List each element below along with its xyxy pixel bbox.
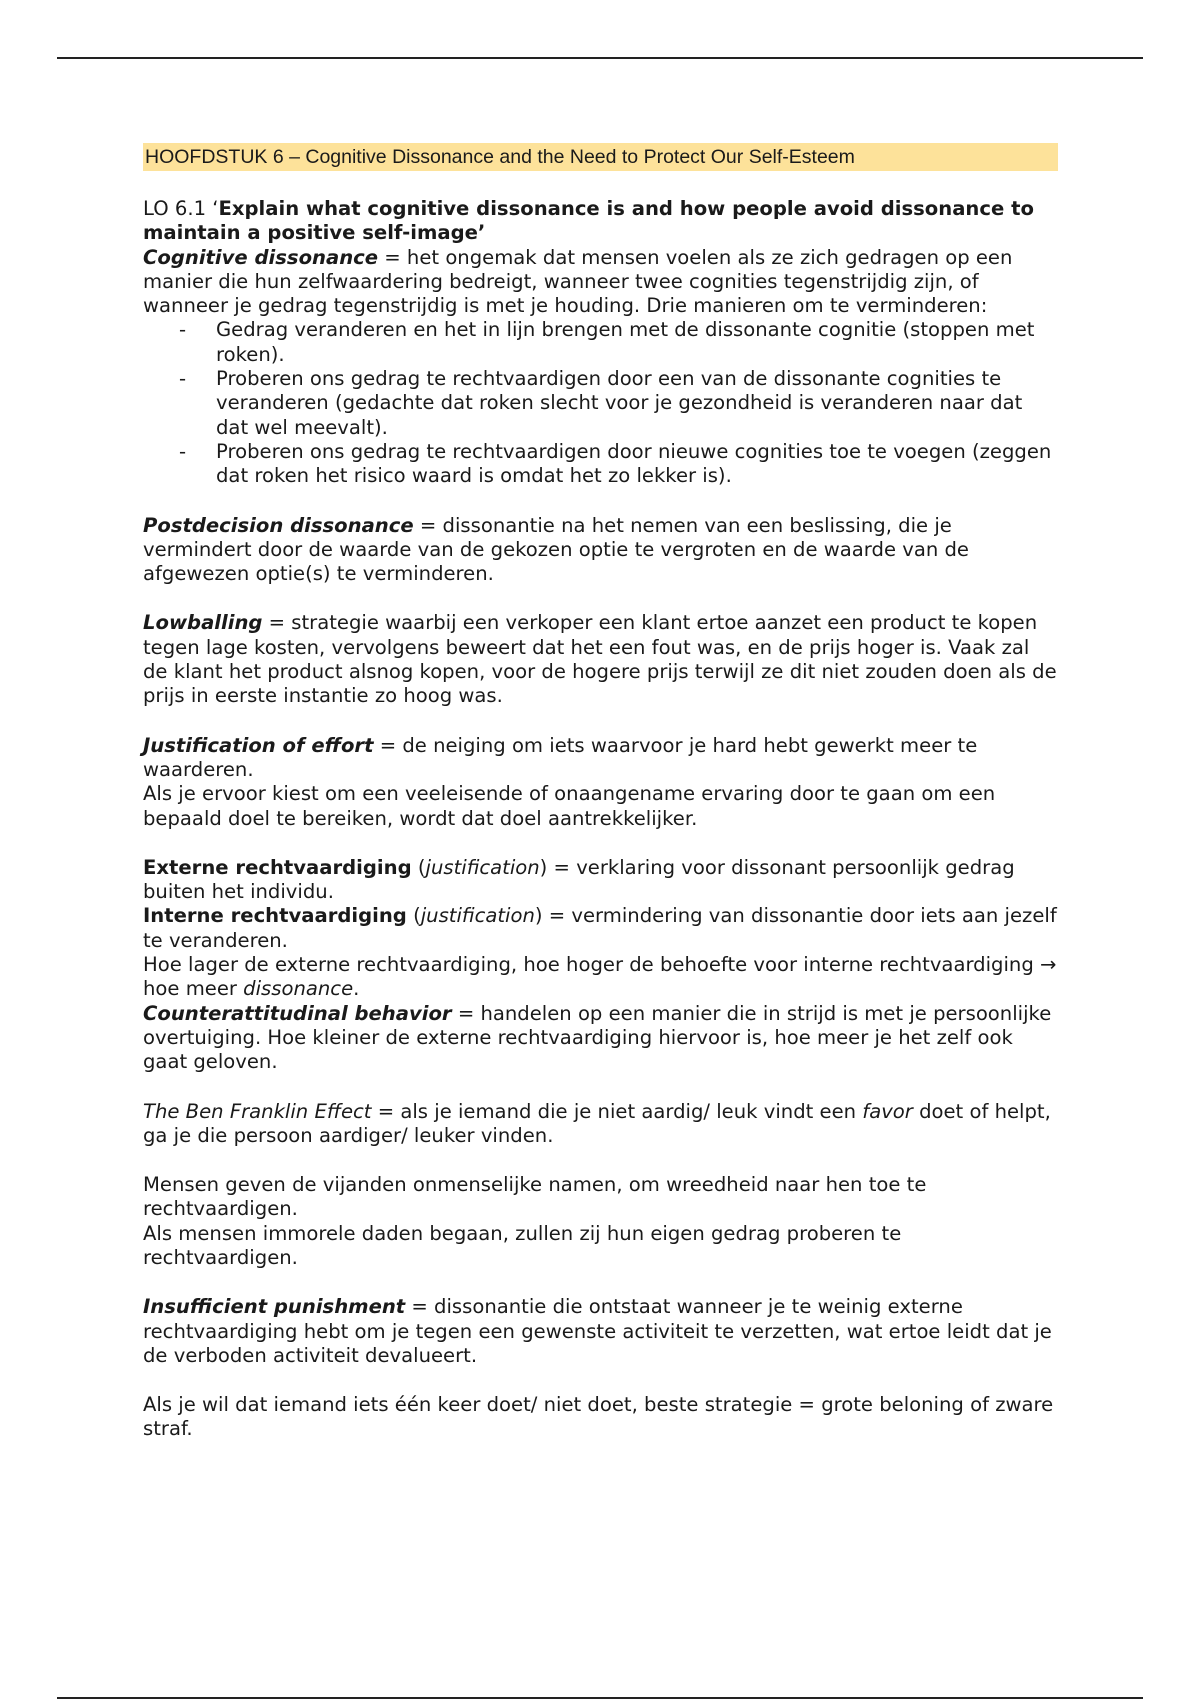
- term-externe: Externe rechtvaardiging: [143, 855, 412, 879]
- term-ben-franklin: The Ben Franklin Effect: [143, 1099, 372, 1123]
- footer-rule: [57, 1697, 1143, 1699]
- counterattitudinal-definition: Counterattitudinal behavior = handelen op een manier die in strijd is met je persoonlijke overtuiging. Hoe kleiner de externe rechtvaardiging hiervoor is, hoe meer je het zelf ook gaat geloven.: [143, 1001, 1052, 1074]
- document-body: [143, 143, 1058, 1442]
- ben-franklin-definition: The Ben Franklin Effect = als je iemand die je niet aardig/ leuk vindt een favor doet of helpt, ga je die persoon aardiger/ leuker vinden.: [143, 1099, 1051, 1147]
- cognitive-dissonance-definition: Cognitive dissonance = het ongemak dat mensen voelen als ze zich gedragen op een manier die hun zelfwaardering bedreigt, wanneer twee cognities tegenstrijdig zijn, of wanneer je gedrag tegenstrijdig is met je houding. Drie manieren om te verminderen:: [143, 245, 1013, 318]
- learning-objective: [143, 197, 1058, 246]
- lo-title: Explain what cognitive dissonance is and how people avoid dissonance to maintain a positive self-image’: [143, 197, 1034, 245]
- arrow-right-icon: →: [1040, 953, 1057, 977]
- list-item: - Proberen ons gedrag te rechtvaardigen door een van de dissonante cognities te veranderen (gedachte dat roken slecht voor je gezondheid is veranderen naar dat dat wel meevalt).: [143, 367, 1058, 440]
- lager-rechtvaardiging: Hoe lager de externe rechtvaardiging, hoe hoger de behoefte voor interne rechtvaardiging → hoe meer dissonance.: [143, 953, 1057, 1001]
- insufficient-punishment-definition: Insufficient punishment = dissonantie die ontstaat wanneer je te weinig externe rechtvaardiging hebt om je tegen een gewenste activiteit te verzetten, wat ertoe leidt dat je de verboden activiteit devalueert.: [143, 1295, 1052, 1367]
- vijanden-paragraph: Mensen geven de vijanden onmenselijke namen, om wreedheid naar hen toe te rechtvaardigen.: [143, 1173, 927, 1221]
- term-cognitive-dissonance: Cognitive dissonance: [143, 245, 379, 269]
- list-item: - Proberen ons gedrag te rechtvaardigen door nieuwe cognities toe te voegen (zeggen dat roken het risico waard is omdat het zo lekker is).: [143, 440, 1058, 489]
- term-insufficient-punishment: Insufficient punishment: [143, 1295, 406, 1319]
- lowballing-definition: Lowballing = strategie waarbij een verkoper een klant ertoe aanzet een product te kopen tegen lage kosten, vervolgens beweert dat het een fout was, en de prijs hoger is. Vaak zal de klant het product alsnog kopen, voor de hogere prijs terwijl ze dit niet zouden doen als de prijs in eerste instantie zo hoog was.: [143, 611, 1057, 708]
- term-counterattitudinal: Counterattitudinal behavior: [143, 1001, 452, 1025]
- strategie-paragraph: Als je wil dat iemand iets één keer doet/ niet doet, beste strategie = grote beloning of zware straf.: [143, 1393, 1054, 1441]
- reduction-ways-list: [143, 318, 1058, 488]
- immorele-paragraph: Als mensen immorele daden begaan, zullen zij hun eigen gedrag proberen te rechtvaardigen.: [143, 1221, 902, 1269]
- term-postdecision: Postdecision dissonance: [143, 513, 414, 537]
- chapter-heading: HOOFDSTUK 6 – Cognitive Dissonance and the Need to Protect Our Self-Esteem: [143, 143, 1058, 171]
- list-item: - Gedrag veranderen en het in lijn brengen met de dissonante cognitie (stoppen met roken).: [143, 318, 1058, 367]
- justification-of-effort-definition: Justification of effort = de neiging om iets waarvoor je hard hebt gewerkt meer te waarderen.: [143, 733, 978, 781]
- postdecision-definition: Postdecision dissonance = dissonantie na het nemen van een beslissing, die je vermindert door de waarde van de gekozen optie te vergroten en de waarde van de afgewezen optie(s) te verminderen.: [143, 513, 969, 586]
- term-lowballing: Lowballing: [143, 611, 263, 635]
- header-rule: [57, 57, 1143, 59]
- term-justification-of-effort: Justification of effort: [143, 733, 374, 757]
- justification-of-effort-extra: Als je ervoor kiest om een veeleisende of onaangename ervaring door te gaan om een bepaald doel te bereiken, wordt dat doel aantrekkelijker.: [143, 782, 996, 830]
- term-interne: Interne rechtvaardiging: [143, 904, 407, 928]
- lo-prefix: LO 6.1 ‘: [143, 197, 219, 220]
- interne-definition: Interne rechtvaardiging (justification) = vermindering van dissonantie door iets aan jezelf te veranderen.: [143, 904, 1057, 952]
- externe-definition: Externe rechtvaardiging (justification) = verklaring voor dissonant persoonlijk gedrag buiten het individu.: [143, 855, 1015, 904]
